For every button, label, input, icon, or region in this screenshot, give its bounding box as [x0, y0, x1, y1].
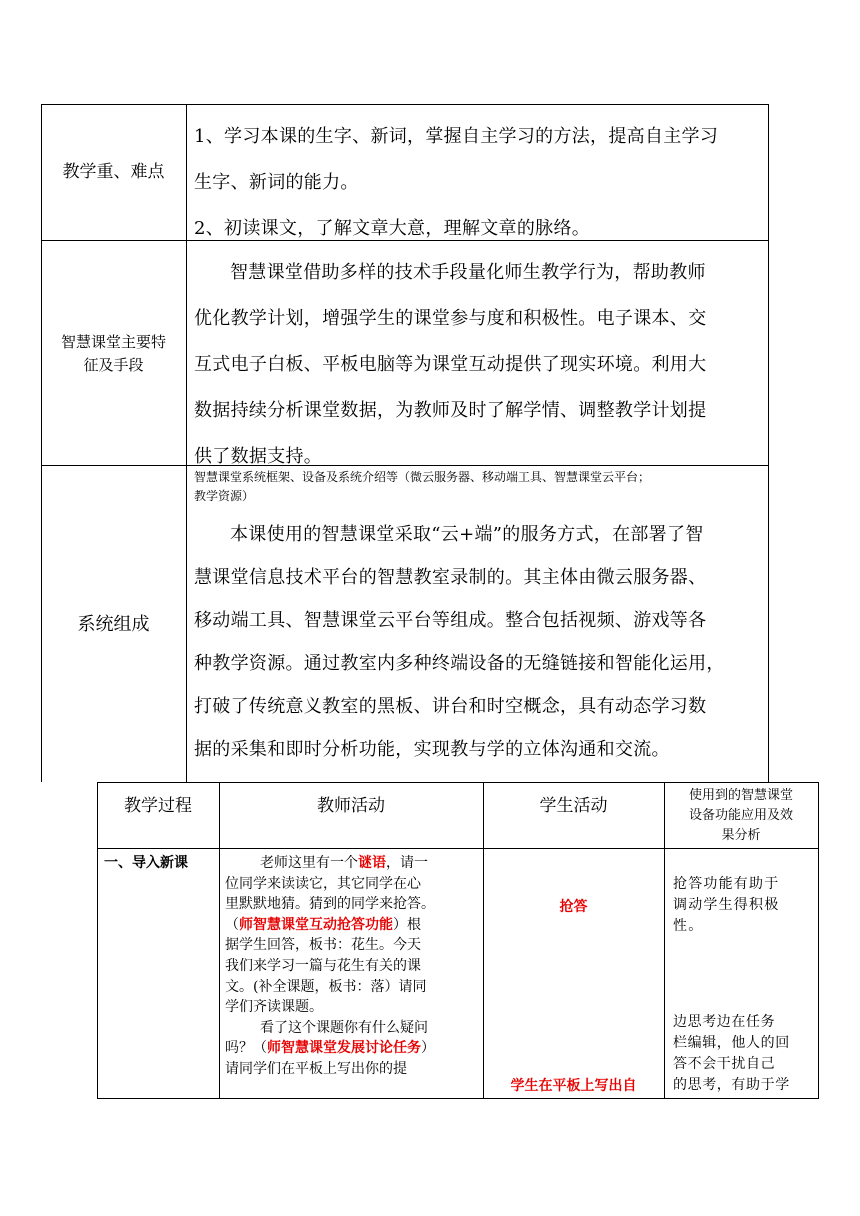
table-border — [818, 782, 819, 1099]
text-line: 互式电子白板、平板电脑等为课堂互动提供了现实环境。利用大 — [194, 354, 707, 375]
text-line: 位同学来读读它，其它同学在心 — [225, 875, 421, 892]
header-line: 设备功能应用及效 — [688, 808, 793, 823]
table-border — [41, 104, 769, 105]
text-line: 生字、新词的能力。 — [194, 172, 359, 193]
text-line: 文。(补全课题，板书：落）请同 — [225, 978, 427, 995]
device-analysis-2 — [673, 1012, 790, 1096]
text-line: 请同学们在平板上写出你的提 — [225, 1060, 407, 1077]
system-caption — [194, 468, 650, 506]
label-line: 智慧课堂主要特 — [60, 333, 166, 351]
text-line: 据的采集和即时分析功能，实现教与学的立体沟通和交流。 — [194, 739, 670, 760]
teacher-activity — [225, 853, 481, 1080]
header-student: 学生活动 — [539, 796, 608, 816]
text-line: 调动学生得积极 — [673, 897, 780, 913]
text-line: 边思考边在任务 — [673, 1014, 776, 1030]
text-line: 慧课堂信息技术平台的智慧教室录制的。其主体由微云服务器、 — [194, 567, 707, 588]
student-activity-answer: 抢答 — [559, 899, 588, 915]
text-line: 2、初读课文，了解文章大意，理解文章的脉络。 — [194, 218, 591, 239]
text-line: 优化教学计划，增强学生的课堂参与度和积极性。电子课本、交 — [194, 308, 707, 329]
text-line: （师智慧课堂互动抢答功能）根 — [225, 916, 421, 933]
text-line: 数据持续分析课堂数据，为教师及时了解学情、调整教学计划提 — [194, 400, 707, 421]
table-border — [483, 782, 484, 1099]
features-text — [194, 250, 706, 480]
text-line: 看了这个课题你有什么疑问 — [260, 1019, 428, 1036]
table-border — [97, 848, 819, 849]
text-line: 性。 — [673, 918, 704, 934]
header-device — [664, 786, 818, 846]
text-line: 本课使用的智慧课堂采取“云+端”的服务方式，在部署了智 — [230, 524, 704, 545]
row-label-key-points: 教学重、难点 — [62, 162, 165, 182]
table-border — [41, 104, 42, 782]
text-line: 我们来学习一篇与花生有关的课 — [225, 957, 421, 974]
text-line: 栏编辑，他人的回 — [673, 1035, 790, 1051]
system-text — [194, 513, 725, 771]
text-line: 智慧课堂借助多样的技术手段量化师生教学行为，帮助教师 — [230, 262, 706, 283]
student-activity-write: 学生在平板上写出自 — [510, 1078, 637, 1094]
caption-line: 智慧课堂系统框架、设备及系统介绍等（微云服务器、移动端工具、智慧课堂云平台； — [194, 470, 651, 484]
table-border — [219, 782, 220, 1099]
text-line: 的思考，有助于学 — [673, 1077, 790, 1093]
text-line: 吗？（师智慧课堂发展讨论任务） — [225, 1040, 435, 1057]
text-line: 供了数据支持。 — [194, 446, 323, 467]
process-step: 一、导入新课 — [104, 855, 188, 871]
text-line: 移动端工具、智慧课堂云平台等组成。整合包括视频、游戏等各 — [194, 610, 707, 631]
text-line: 1、学习本课的生字、新词，掌握自主学习的方法，提高自主学习 — [194, 126, 719, 147]
header-line: 果分析 — [721, 828, 761, 843]
device-analysis-1 — [673, 874, 779, 937]
table-border — [768, 104, 769, 782]
text-line: 老师这里有一个谜语，请一 — [260, 855, 428, 871]
header-process: 教学过程 — [124, 796, 192, 816]
key-points-text — [194, 114, 718, 252]
table-border — [97, 782, 819, 783]
row-label-features — [41, 331, 186, 377]
row-label-system: 系统组成 — [77, 614, 150, 635]
text-line: 答不会干扰自己 — [673, 1056, 776, 1072]
header-teacher: 教师活动 — [317, 796, 385, 816]
table-border — [97, 782, 98, 1099]
text-line: 种教学资源。通过教室内多种终端设备的无缝链接和智能化运用， — [194, 653, 725, 674]
text-line: 打破了传统意义教室的黑板、讲台和时空概念，具有动态学习数 — [194, 696, 707, 717]
table-border — [186, 104, 187, 782]
table-border — [97, 1098, 819, 1099]
text-line: 学们齐读课题。 — [225, 999, 323, 1016]
label-line: 征及手段 — [83, 356, 144, 374]
header-line: 使用到的智慧课堂 — [688, 788, 793, 803]
caption-line: 教学资源） — [194, 489, 255, 503]
text-line: 里默默地猜。猜到的同学来抢答。 — [225, 896, 435, 913]
text-line: 抢答功能有助于 — [673, 876, 780, 892]
text-line: 据学生回答，板书：花生。今天 — [225, 937, 421, 954]
